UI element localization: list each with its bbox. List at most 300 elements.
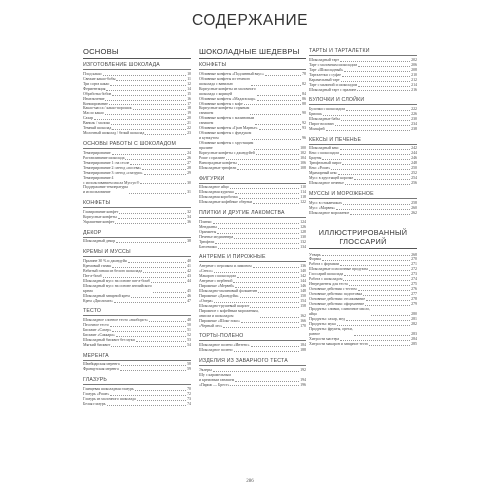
page-ref: 275 <box>411 282 417 287</box>
entry-title: Шоколадная курочка <box>199 190 234 195</box>
dot-leader <box>143 272 186 273</box>
entry-title: Глазурь «Роше» <box>83 391 110 396</box>
page-ref: 154 <box>300 298 306 303</box>
entry-title: Работа с шоколадом <box>309 277 343 282</box>
page-ref: 142 <box>300 274 306 279</box>
entry-title: Продукты: фрукты, орехи, разное <box>309 326 353 336</box>
page-ref: 278 <box>411 297 417 302</box>
dot-leader <box>112 154 187 155</box>
entry-title: Формы <box>309 257 321 262</box>
entry-title: Поддержание температуры и использование <box>83 185 128 195</box>
entry-title: Шоколадные кофейные обертки <box>199 200 253 205</box>
page-ref: 26 <box>187 155 191 160</box>
page-ref: 44 <box>187 278 191 283</box>
glossary-entries <box>309 253 417 347</box>
page-ref: 84 <box>302 91 306 96</box>
entry-title: Пирожные «Шоко-локо» <box>199 318 240 323</box>
page-ref: 134 <box>300 244 306 249</box>
entry-title: Мягкий бисквит <box>83 342 111 347</box>
page-ref: 59 <box>187 367 191 372</box>
entry-title: Основные действия: оформление <box>309 302 365 307</box>
page-ref: 206 <box>411 62 417 67</box>
toc-entry <box>199 245 306 250</box>
entry-title: Пирожные «Джандуйя» <box>199 293 239 298</box>
dot-leader <box>112 331 186 332</box>
toc-entry <box>83 367 191 372</box>
contents-column-basics <box>83 47 191 407</box>
page-ref: 226 <box>411 112 417 117</box>
dot-leader <box>149 321 186 322</box>
entry-title: Трюфели <box>199 239 215 244</box>
dot-leader <box>115 223 186 224</box>
entry-title: Французская меренга <box>83 367 119 372</box>
page-ref: 281 <box>411 316 417 321</box>
page-ref: 238 <box>411 126 417 131</box>
toc-entry <box>83 343 191 348</box>
dot-leader <box>250 114 301 115</box>
page-ref: 51 <box>187 328 191 333</box>
dot-leader <box>322 260 410 261</box>
entry-title: Шоколадный декор <box>83 239 116 244</box>
toc-entry <box>199 383 306 388</box>
entry-title: Глазирование конфет <box>83 209 119 214</box>
dot-leader <box>133 109 187 110</box>
page-ref: 170 <box>300 323 306 328</box>
dot-leader <box>223 327 299 328</box>
page-ref: 100 <box>300 146 306 151</box>
section-heading: ТАРТЫ И ТАРТАЛЕТКИ <box>309 48 417 56</box>
page-ref: 244 <box>411 151 417 156</box>
toc-entry <box>83 220 191 225</box>
dot-leader <box>112 267 186 268</box>
dot-leader <box>322 159 410 160</box>
section-heading: МУССЫ И МОРОЖЕНОЕ <box>309 191 417 199</box>
section-heading: КЕКСЫ И ПЕЧЕНЬЕ <box>309 137 417 145</box>
dot-leader <box>226 159 299 160</box>
page-ref: 184 <box>300 343 306 348</box>
page-ref: 40 <box>187 258 191 263</box>
dot-leader <box>215 243 299 244</box>
page-ref: 246 <box>411 156 417 161</box>
entry-title: «Черный лес» <box>199 323 223 328</box>
dot-leader <box>136 341 186 342</box>
page-ref: 234 <box>411 121 417 126</box>
dot-leader <box>131 297 186 298</box>
dot-leader <box>338 174 410 175</box>
entry-title: Пат-а-бомб <box>83 273 102 278</box>
dot-leader <box>235 193 300 194</box>
toc-entry <box>309 127 417 132</box>
page-ref: 162 <box>300 313 306 318</box>
entry-title: Шоколадный мусс на основе пат-а-бомб <box>83 278 150 283</box>
entry-title: Ингредиенты для теста <box>309 282 348 287</box>
entry-title: Шоколадное слоеное тесто «наоборот» <box>83 318 148 323</box>
entry-title: Обливные конфеты из темного шоколада с ванилью <box>199 76 251 86</box>
entry-title: Песочное тесто <box>83 323 109 328</box>
entry-title: Продукты: мука <box>309 321 336 326</box>
page-ref: 126 <box>300 224 306 229</box>
page-ref: 22 <box>187 126 191 131</box>
entry-title: Кекс «Роше» <box>309 166 331 171</box>
dot-leader <box>213 223 300 224</box>
section-heading: КРЕМЫ И МУССЫ <box>83 249 191 257</box>
dot-leader <box>340 149 410 150</box>
dot-leader <box>111 124 186 125</box>
page-ref: 192 <box>300 367 306 372</box>
entry-title: Бриошь <box>309 112 322 117</box>
toc-entry <box>83 402 191 407</box>
dot-leader <box>112 95 186 96</box>
entry-title: Шоколадный тарт <box>309 57 339 62</box>
dot-leader <box>371 315 410 316</box>
entry-title: Плод какао <box>83 71 102 76</box>
page-ref: 146 <box>300 283 306 288</box>
dot-leader <box>235 381 299 382</box>
dot-leader <box>110 395 186 396</box>
toc-entry <box>83 131 191 136</box>
dot-leader <box>340 265 410 266</box>
dot-leader <box>145 134 186 135</box>
section-heading: КОНФЕТЫ <box>83 200 191 208</box>
dot-leader <box>218 228 299 229</box>
dot-leader <box>110 85 186 86</box>
dot-leader <box>349 285 410 286</box>
dot-leader <box>112 129 186 130</box>
dot-leader <box>250 307 299 308</box>
page-ref: 188 <box>300 348 306 353</box>
entry-title: Три сорта какао <box>83 81 110 86</box>
dot-leader <box>151 282 186 283</box>
entry-title: Основные действия: подготовка <box>309 292 363 297</box>
toc-entry <box>309 342 417 347</box>
entry-title: Конширование <box>83 101 108 106</box>
entry-title: Украшение конфет <box>83 219 115 224</box>
dot-leader <box>119 213 186 214</box>
page-ref: 102 <box>300 151 306 156</box>
entry-title: Макарон с шоколадом <box>199 274 236 279</box>
page-ref: 50 <box>187 323 191 328</box>
dot-leader <box>357 90 410 91</box>
toc-entry <box>199 373 306 383</box>
dot-leader <box>256 154 299 155</box>
entry-title: Роше с пралине <box>199 156 226 160</box>
page-ref: 92 <box>302 121 306 126</box>
dot-leader <box>118 218 186 219</box>
entry-title: Шоколадный заварной крем <box>83 293 130 298</box>
dot-leader <box>129 193 186 194</box>
dot-leader <box>254 149 299 150</box>
page-ref: 74 <box>187 401 191 406</box>
toc-entry <box>199 324 306 329</box>
page-ref: 73 <box>187 396 191 401</box>
entry-title: Бисквит «Сахер» <box>83 328 112 333</box>
dot-leader <box>350 214 410 215</box>
toc-entry <box>199 77 306 87</box>
entry-title: Мусс в хрустящей корочке <box>309 176 354 181</box>
dot-leader <box>365 305 410 306</box>
page-ref: 41 <box>187 263 191 268</box>
entry-title: Шоколадное полено <box>199 348 233 353</box>
entry-title: Обливные конфеты «Мадагаскар» <box>199 96 256 101</box>
dot-leader <box>116 242 186 243</box>
page-ref: 250 <box>411 166 417 171</box>
entry-title: Глоссарий шоколада <box>309 272 344 277</box>
toc-entry <box>199 116 306 126</box>
entry-title: Брауны <box>309 156 322 161</box>
dot-leader <box>253 203 299 204</box>
entry-title: Обливные конфеты с хрустящим пралине <box>199 141 254 151</box>
page-ref: 285 <box>411 341 417 346</box>
entry-title: Корпусные конфеты с джандуйей <box>199 151 255 156</box>
toc-entry <box>199 106 306 116</box>
entry-title: Шоколадный кекс <box>309 146 339 151</box>
entry-title: Ферментация <box>83 86 106 91</box>
entry-title: Шоколадная коробочка <box>199 195 238 200</box>
dot-leader <box>121 365 186 366</box>
page-ref: 17 <box>187 101 191 106</box>
page-ref: 270 <box>411 257 417 262</box>
dot-leader <box>239 198 300 199</box>
contents-column-masterpieces <box>199 47 306 387</box>
entry-title: Шоколадное яйцо <box>199 185 229 190</box>
dot-leader <box>103 277 186 278</box>
page-ref: 29 <box>187 170 191 175</box>
entry-title: Эклеры <box>199 367 212 372</box>
entry-title: Трюфельный пирог <box>309 161 342 166</box>
section-heading: ИЗГОТОВЛЕНИЕ ШОКОЛАДА <box>83 62 191 70</box>
dot-leader <box>344 71 410 72</box>
entry-title: Батончики <box>199 244 217 249</box>
page-ref: 130 <box>300 234 306 239</box>
page-ref: 90 <box>302 111 306 116</box>
toc-entry <box>309 181 417 186</box>
entry-title: Швейцарская меренга <box>83 362 120 367</box>
dot-leader <box>341 120 410 121</box>
page-ref: 280 <box>411 311 417 316</box>
toc-entry <box>199 141 306 151</box>
page-ref: 34 <box>187 214 191 219</box>
entry-title: Глянцевая шоколадная глазурь <box>83 386 134 391</box>
dot-leader <box>116 80 186 81</box>
dot-leader <box>251 85 301 86</box>
entry-title: Шоколадный мусс на основе английского крема <box>83 283 152 293</box>
page-ref: 144 <box>300 279 306 284</box>
page-ref: 124 <box>300 219 306 224</box>
page-ref: 282 <box>411 321 417 326</box>
dot-leader <box>340 61 410 62</box>
dot-leader <box>346 110 410 111</box>
dot-leader <box>342 76 410 77</box>
dot-leader <box>344 275 410 276</box>
dot-leader <box>106 90 186 91</box>
page-ref: 12 <box>187 81 191 86</box>
page-ref: 274 <box>411 277 417 282</box>
entry-title: Основные действия с тестом <box>309 287 357 292</box>
page-ref: 216 <box>411 87 417 92</box>
dot-leader <box>125 159 186 160</box>
entry-title: Тарт «Шоколадный» <box>309 67 344 72</box>
dot-leader <box>253 267 300 268</box>
dot-leader <box>234 238 299 239</box>
dot-leader <box>111 346 186 347</box>
toc-entry <box>309 327 417 337</box>
page-ref: 46 <box>187 293 191 298</box>
page-ref: 140 <box>300 269 306 274</box>
dot-leader <box>114 302 186 303</box>
entry-title: Сахар <box>83 116 93 121</box>
page-ref: 27 <box>187 160 191 165</box>
entry-title: Шоколадное печенье <box>309 181 344 186</box>
entry-title: Мусс «Марвея» <box>309 205 336 210</box>
dot-leader <box>137 400 186 401</box>
page-ref: 32 <box>187 209 191 214</box>
part-title-masterpieces: ШОКОЛАДНЫЕ ШЕДЕВРЫ <box>199 47 306 59</box>
entry-title: Шоколадно-малиновый фольянтин <box>199 288 258 293</box>
sections <box>83 62 191 407</box>
toc-entry <box>83 284 191 294</box>
entry-title: Антреме с вербеной <box>199 279 233 284</box>
dot-leader <box>218 248 300 249</box>
page-ref: 108 <box>300 165 306 170</box>
dot-leader <box>358 86 410 87</box>
toc-entry <box>309 88 417 93</box>
section-heading: ФИГУРКИ <box>199 176 306 184</box>
dot-leader <box>337 325 410 326</box>
entry-title: Шоколадные и молочные продукты <box>309 267 368 272</box>
entry-title: Темный шоколад <box>83 126 112 131</box>
page-ref: 10 <box>187 71 191 76</box>
dot-leader <box>340 154 410 155</box>
page-ref: 110 <box>300 185 306 190</box>
dot-leader <box>237 169 299 170</box>
dot-leader <box>244 104 301 105</box>
page-ref: 19 <box>187 111 191 116</box>
entry-title: Бисквит «Саккара» <box>83 332 115 337</box>
page-ref: 52 <box>187 332 191 337</box>
entry-title: Молочный шоколад / белый шоколад <box>83 131 145 136</box>
entry-title: Обливные конфеты «Подлинный вкус» <box>199 71 264 76</box>
entry-title: Хитрости мастера <box>309 336 340 341</box>
dot-leader <box>240 297 300 298</box>
page-ref: 132 <box>300 239 306 244</box>
page-ref: 14 <box>187 86 191 91</box>
toc-entry <box>83 185 191 195</box>
entry-title: Мраморный кекс <box>309 171 338 176</box>
dot-leader <box>354 335 410 336</box>
page-ref: 104 <box>300 156 306 160</box>
page-ref: 268 <box>411 252 417 257</box>
page-ref: 45 <box>187 288 191 293</box>
dot-leader <box>336 209 410 210</box>
page-ref: 93 <box>302 126 306 131</box>
page-ref: 273 <box>411 272 417 277</box>
page-ref: 276 <box>411 287 417 292</box>
dot-leader <box>345 184 410 185</box>
entry-title: Плитки <box>199 219 212 224</box>
page-ref: 106 <box>300 160 306 165</box>
entry-title: Темперирование <box>83 150 111 155</box>
dot-leader <box>140 183 186 184</box>
dot-leader <box>237 277 299 278</box>
entry-title: Обливные конфеты с малиновым ганашем <box>199 116 255 126</box>
dot-leader <box>235 287 299 288</box>
entry-title: Шу с карамельным и кремовым ганашем <box>199 372 235 382</box>
entry-title: Ваниль / молоко <box>83 121 111 126</box>
page-ref: 16 <box>187 96 191 101</box>
page-ref: 136 <box>300 264 306 269</box>
page-ref: 210 <box>411 72 417 77</box>
entry-title: Обливные конфеты с фундуком и кунжутом <box>199 131 252 141</box>
dot-leader <box>257 100 302 101</box>
entry-title: Темперирование 4 с использованием масла Mycryo® <box>83 175 140 185</box>
entry-title: Пирожное с кофейным мороженым, анисом и шоколадом <box>199 308 259 318</box>
section-heading: ТОРТЫ-ПОЛЕНО <box>199 333 306 341</box>
entry-title: «Сенсо» <box>199 269 214 274</box>
dot-leader <box>128 262 186 263</box>
page-ref: 47 <box>187 298 191 303</box>
page-ref: 222 <box>411 107 417 112</box>
entry-title: Шоколадное полено «Интенс» <box>199 343 250 348</box>
page-ref: 96 <box>302 136 306 141</box>
dot-leader <box>109 104 186 105</box>
entry-title: Взбитый ганаш из белого шоколада <box>83 268 143 273</box>
entry-title: Тарталетки с суфле <box>309 72 342 77</box>
dot-leader <box>153 292 186 293</box>
dot-leader <box>214 272 299 273</box>
part-title-basics: ОСНОВЫ <box>83 47 191 59</box>
entry-title: Глазурь из молочного шоколада <box>83 396 136 401</box>
page-ref: 283 <box>411 331 417 336</box>
dot-leader <box>255 124 301 125</box>
toc-entry <box>83 299 191 304</box>
toc-entry <box>199 200 306 205</box>
dot-leader <box>346 320 410 321</box>
dot-leader <box>107 405 187 406</box>
entry-title: Корпусные конфеты <box>83 214 117 219</box>
entry-title: Обработка бобов <box>83 91 112 96</box>
dot-leader <box>343 204 410 205</box>
dot-leader <box>252 139 301 140</box>
entry-title: Мусс в стаканчиках <box>309 200 342 205</box>
sections <box>309 48 417 216</box>
page-ref: 166 <box>300 318 306 323</box>
entry-title: Продукты: сахар, мед <box>309 316 345 321</box>
dot-leader <box>257 95 301 96</box>
page-ref: 272 <box>411 267 417 272</box>
entry-title: Пирожные «Мервей» <box>199 283 235 288</box>
section-heading: БУЛОЧКИ И СЛОЙКИ <box>309 97 417 105</box>
page-ref: 242 <box>411 146 417 151</box>
page-ref: 30 <box>187 180 191 185</box>
page-ref: 23 <box>187 131 191 136</box>
dot-leader <box>363 295 410 296</box>
dot-leader <box>331 169 410 170</box>
page-title: СОДЕРЖАНИЕ <box>192 12 308 29</box>
dot-leader <box>217 233 299 234</box>
toc-entry <box>199 166 306 171</box>
page-ref: 36 <box>187 219 191 224</box>
dot-leader <box>238 164 300 165</box>
entry-title: Карамельный тарт <box>309 77 340 82</box>
entry-title: Хитрости макарон и заварное тесто <box>309 341 369 346</box>
entry-title: Шоколадно-грушевый шарлот <box>199 303 250 308</box>
page-ref: 277 <box>411 292 417 297</box>
dot-leader <box>234 351 300 352</box>
dot-leader <box>341 81 410 82</box>
page-ref: 230 <box>411 116 417 121</box>
page-ref: 122 <box>300 200 306 205</box>
page-ref: 18 <box>187 106 191 111</box>
